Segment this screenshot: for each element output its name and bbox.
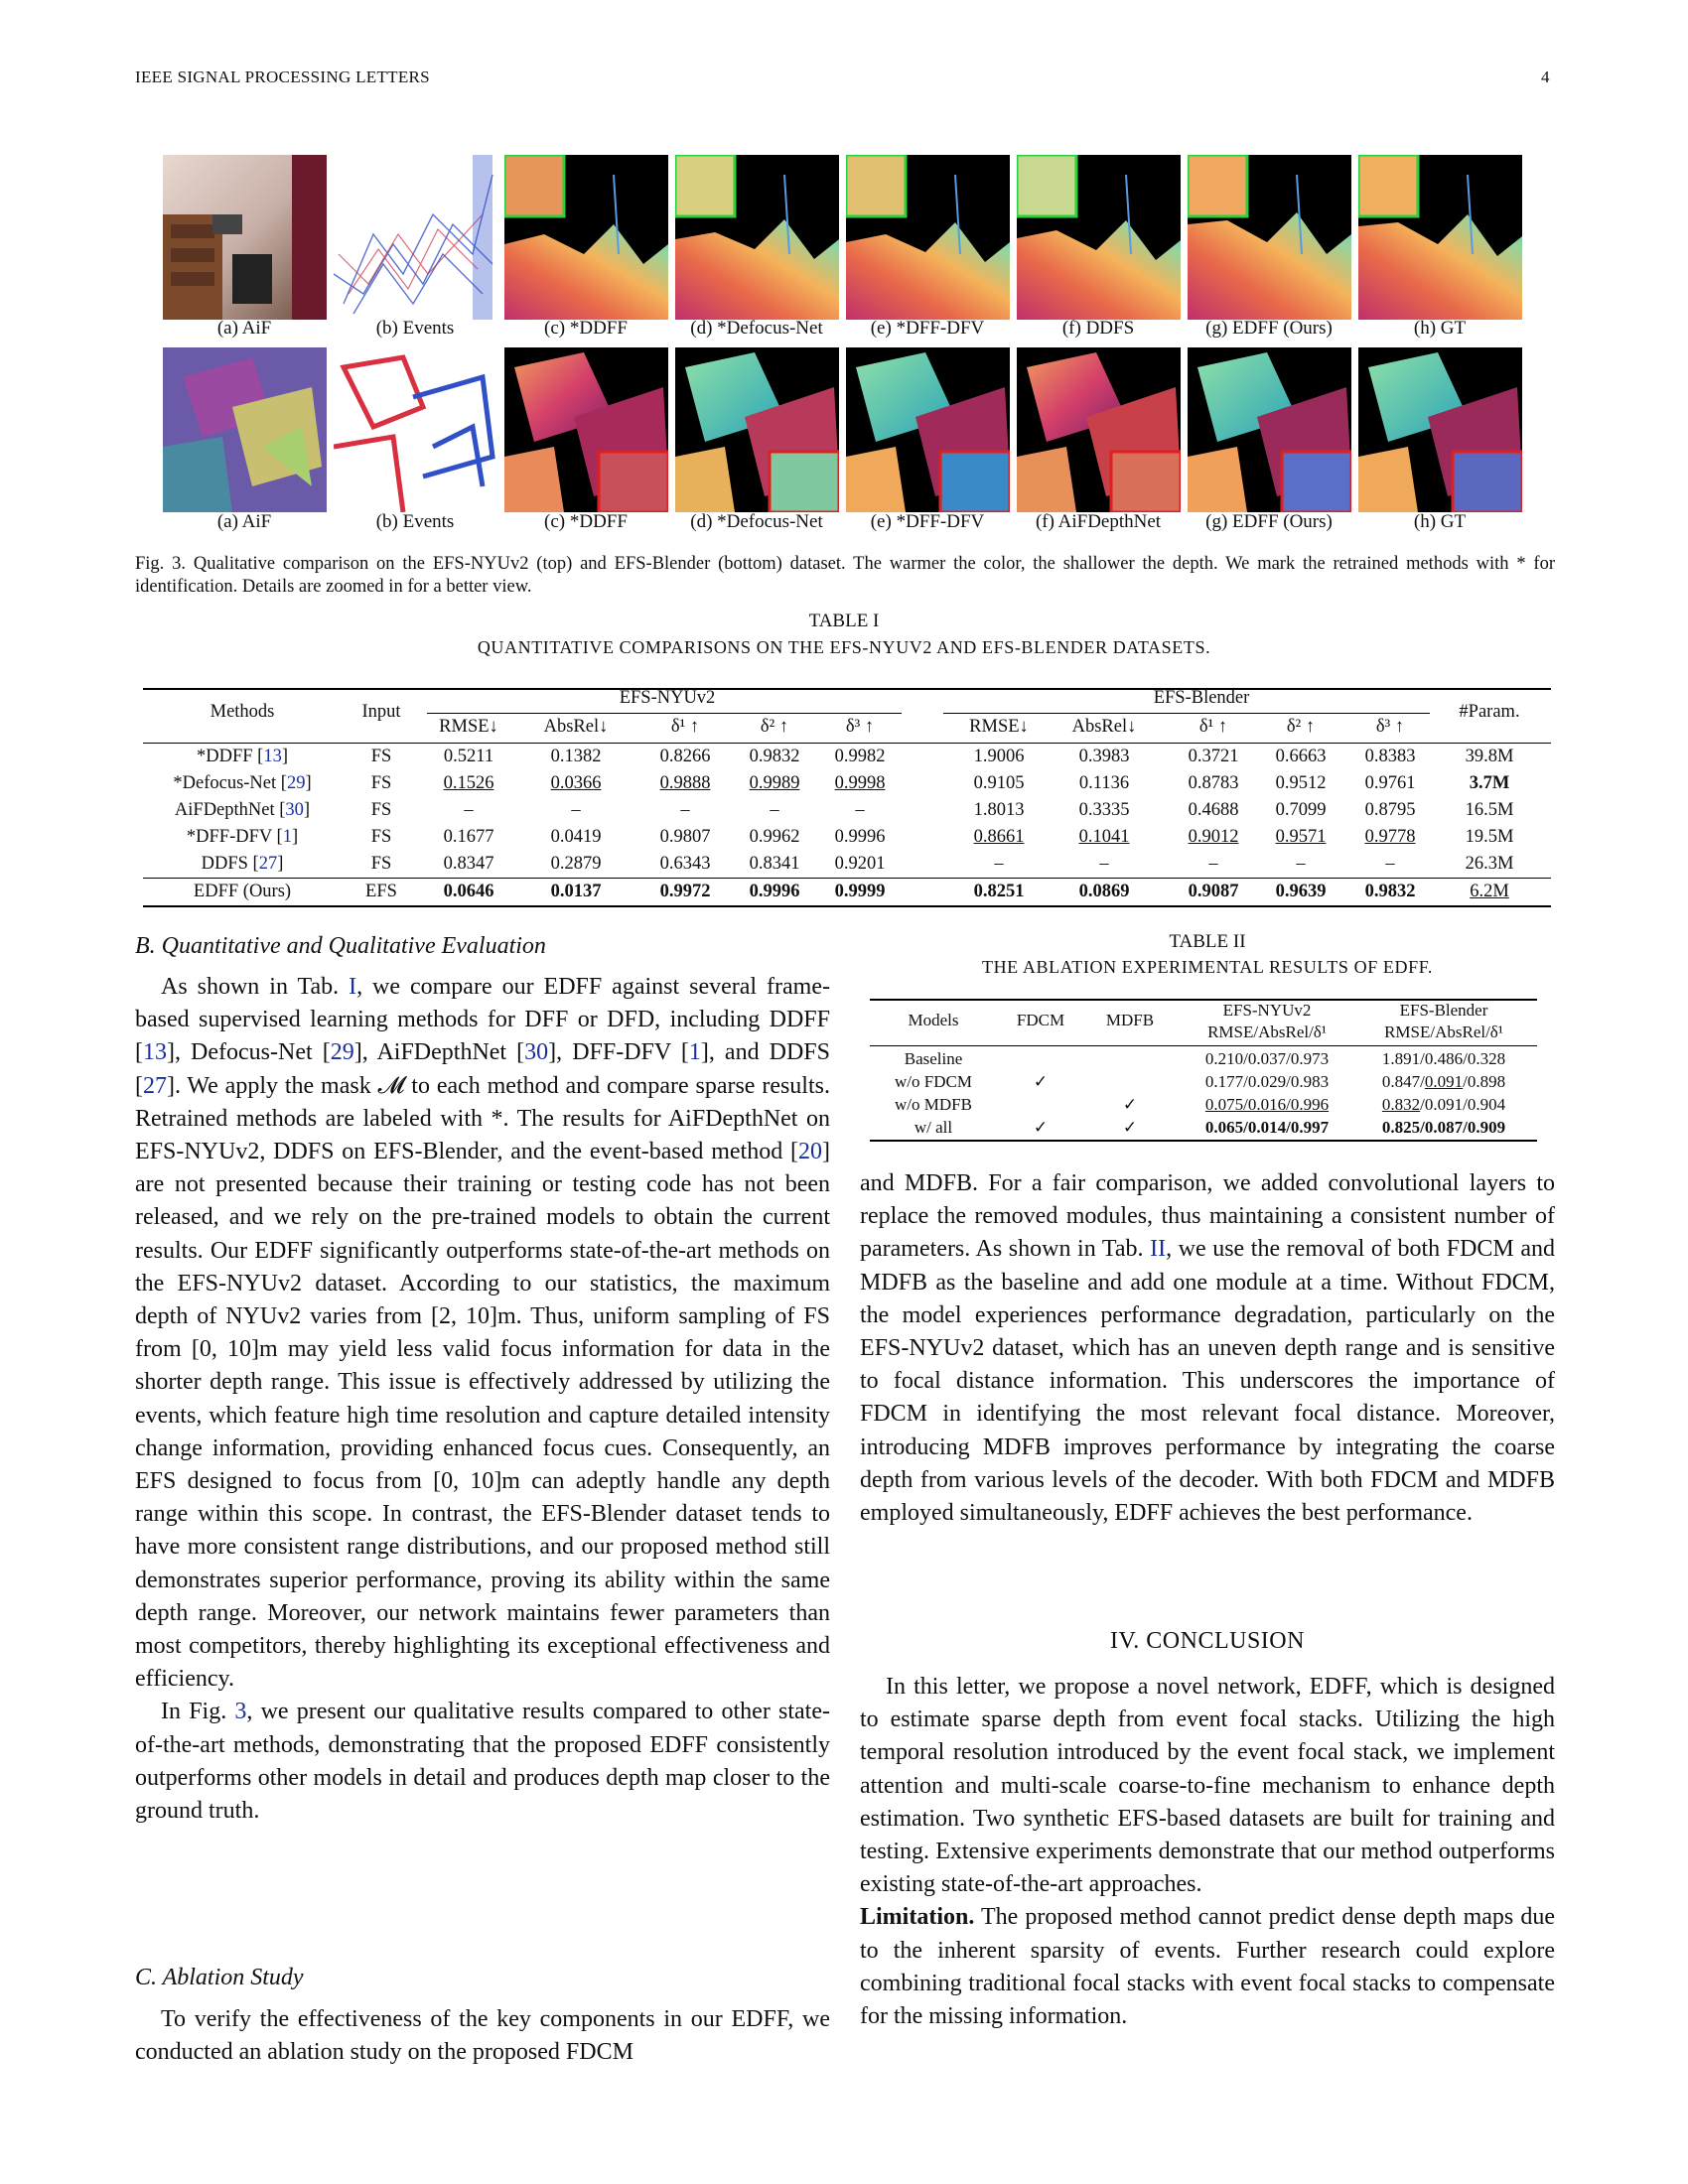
- value-cell: 0.9512: [1275, 773, 1327, 793]
- value-cell: 0.9201: [834, 854, 886, 874]
- value-cell: 0.9998: [834, 773, 886, 793]
- th-efs-nyuv2: EFS-NYUv2: [1222, 1001, 1312, 1020]
- input-cell: FS: [370, 773, 392, 793]
- value-cell: 0.075/0.016/0.996: [1204, 1095, 1330, 1114]
- caption-ddff: (c) *DDFF: [544, 318, 628, 339]
- aif-image-nyu: [163, 155, 327, 320]
- check-icon: ✓: [1122, 1118, 1138, 1137]
- value-cell: 0.8795: [1364, 800, 1416, 820]
- citation-link[interactable]: 13: [263, 747, 282, 766]
- value-cell: 0.8383: [1364, 747, 1416, 766]
- value-cell: –: [1296, 854, 1306, 874]
- method-cell: DDFS [27]: [201, 854, 284, 874]
- citation-link[interactable]: 30: [285, 800, 304, 820]
- citation-link[interactable]: 29: [330, 1039, 354, 1066]
- citation-link[interactable]: 1: [688, 1039, 701, 1066]
- gt-depth-blender: [1358, 347, 1522, 512]
- value-cell: –: [571, 800, 581, 820]
- value-cell: –: [994, 854, 1004, 874]
- citation-link[interactable]: 20: [798, 1139, 822, 1165]
- th-nyu-absrel: AbsRel↓: [543, 717, 609, 737]
- left-column-body-1: [135, 971, 830, 1828]
- th-nyu-d1: δ¹ ↑: [670, 717, 700, 737]
- param-cell: 19.5M: [1465, 827, 1514, 847]
- caption-defocusnet: (d) *Defocus-Net: [690, 511, 823, 532]
- th-nyu-d2: δ² ↑: [760, 717, 789, 737]
- method-cell: EDFF (Ours): [193, 882, 292, 901]
- ddff-depth-blender: [504, 347, 668, 512]
- model-cell: w/o FDCM: [895, 1072, 972, 1091]
- caption-edff: (g) EDFF (Ours): [1205, 318, 1333, 339]
- value-cell: 0.5211: [443, 747, 494, 766]
- model-cell: w/ all: [914, 1118, 953, 1137]
- input-cell: FS: [370, 854, 392, 874]
- value-cell: 0.210/0.037/0.973: [1204, 1049, 1330, 1068]
- th-blender-d2: δ² ↑: [1286, 717, 1316, 737]
- th-blender-absrel: AbsRel↓: [1071, 717, 1137, 737]
- table1-label: TABLE I: [808, 611, 880, 631]
- method-cell: *DDFF [13]: [196, 747, 289, 766]
- defocusnet-depth-nyu: [675, 155, 839, 320]
- value-cell: 0.9996: [834, 827, 886, 847]
- gt-depth-nyu: [1358, 155, 1522, 320]
- value-cell: 0.1041: [1078, 827, 1130, 847]
- caption-events: (b) Events: [375, 511, 455, 532]
- value-cell: 0.847/0.091/0.898: [1381, 1072, 1506, 1091]
- check-icon: ✓: [1033, 1072, 1049, 1091]
- param-cell: 39.8M: [1465, 747, 1514, 766]
- value-cell: –: [770, 800, 779, 820]
- caption-aif: (a) AiF: [216, 318, 272, 339]
- citation-link[interactable]: 1: [282, 827, 292, 847]
- th-blender-d1: δ¹ ↑: [1198, 717, 1228, 737]
- value-cell: 0.6343: [659, 854, 711, 874]
- model-cell: Baseline: [904, 1049, 963, 1068]
- table2-label: TABLE II: [1169, 931, 1246, 952]
- dffdfv-depth-blender: [846, 347, 1010, 512]
- aif-image-blender: [163, 347, 327, 512]
- value-cell: 0.8783: [1188, 773, 1239, 793]
- paragraph: and MDFB. For a fair comparison, we added convolutional layers to replace the removed modules, thus maintaining a consistent number of parameters. As shown in Tab. II, we use the removal of both FDCM and MDFB as the baseline and add one module at a time. Without FDCM, the model experiences performance degradation, particularly on the EFS-NYUv2 dataset, which has an uneven depth range and is sensitive to focal distance information. This underscores the importance of FDCM in identifying the most relevant focal distance. Moreover, introducing MDFB improves performance by integrating the coarse depth from various levels of the decoder. With both FDCM and MDFB employed simultaneously, EDFF achieves the best performance.: [860, 1170, 1555, 1527]
- events-image-blender: [334, 347, 497, 512]
- caption-row-blender: [163, 511, 1533, 535]
- caption-defocusnet: (d) *Defocus-Net: [690, 318, 823, 339]
- events-image-nyu: [334, 155, 497, 320]
- value-cell: 0.8251: [973, 882, 1025, 901]
- value-cell: 0.0419: [550, 827, 602, 847]
- value-cell: 0.177/0.029/0.983: [1204, 1072, 1330, 1091]
- value-cell: 0.9996: [749, 882, 800, 901]
- value-cell: 0.9888: [659, 773, 711, 793]
- dffdfv-depth-nyu: [846, 155, 1010, 320]
- th-methods: Methods: [210, 702, 275, 722]
- value-cell: 0.0869: [1078, 882, 1130, 901]
- value-cell: 0.8266: [659, 747, 711, 766]
- th-nyu-rmse: RMSE↓: [439, 717, 498, 737]
- value-cell: 0.825/0.087/0.909: [1381, 1118, 1506, 1137]
- input-cell: EFS: [365, 882, 397, 901]
- citation-link[interactable]: 29: [286, 773, 306, 793]
- check-icon: ✓: [1033, 1118, 1049, 1137]
- caption-dffdfv: (e) *DFF-DFV: [870, 318, 985, 339]
- journal-header: IEEE SIGNAL PROCESSING LETTERS: [135, 68, 430, 86]
- value-cell: 0.1382: [550, 747, 602, 766]
- value-cell: 0.8341: [749, 854, 800, 874]
- value-cell: 0.9778: [1364, 827, 1416, 847]
- figure-caption: Fig. 3. Qualitative comparison on the EFS-NYUv2 (top) and EFS-Blender (bottom) dataset. The warmer the color, the shallower the depth. We mark the retrained methods with * for identification. Details are zoomed in for a better view.: [135, 554, 1555, 597]
- value-cell: 0.9807: [659, 827, 711, 847]
- value-cell: 0.1677: [443, 827, 494, 847]
- section-b-heading: B. Quantitative and Qualitative Evaluation: [135, 933, 546, 959]
- paragraph: To verify the effectiveness of the key components in our EDFF, we conducted an ablation study on the proposed FDCM: [135, 2006, 830, 2066]
- th-efs-nyuv2: EFS-NYUv2: [619, 688, 716, 708]
- caption-gt: (h) GT: [1413, 318, 1467, 339]
- figure-row-nyu: [163, 155, 1533, 322]
- value-cell: –: [855, 800, 865, 820]
- caption-events: (b) Events: [375, 318, 455, 339]
- caption-ddfs: (f) DDFS: [1061, 318, 1135, 339]
- value-cell: 0.8661: [973, 827, 1025, 847]
- param-cell: 26.3M: [1465, 854, 1514, 874]
- value-cell: 0.9982: [834, 747, 886, 766]
- th-blender-metric: RMSE/AbsRel/δ¹: [1384, 1023, 1503, 1041]
- param-cell: 3.7M: [1469, 773, 1510, 793]
- th-efs-blender: EFS-Blender: [1399, 1001, 1488, 1020]
- paragraph: As shown in Tab. I, we compare our EDFF against several frame-based supervised learning methods for DFF or DFD, including DDFF [13], Defocus-Net [29], AiFDepthNet [30], DFF-DFV [1], and DDFS [27]. We apply the mask 𝓜 to each method and compare sparse results. Retrained methods are labeled with *. The results for AiFDepthNet on EFS-NYUv2, DDFS on EFS-Blender, and the event-based method [20] are not presented because their training or testing code has not been released, and we rely on the pre-trained models to obtain the current results. Our EDFF significantly outperforms state-of-the-art methods on the EFS-NYUv2 dataset. According to our statistics, the maximum depth of NYUv2 varies from [2, 10]m. Thus, uniform sampling of FS from [0, 10]m may yield less valid focus information for data in the shorter depth range. This issue is effectively addressed by utilizing the events, which feature high time resolution and capture detailed intensity change information, providing enhanced focus cues. Consequently, an EFS designed to focus from [0, 10]m can adeptly handle any depth range within this scope. In contrast, the EFS-Blender dataset tends to have more consistent range distributions, and our proposed method still demonstrates superior performance, proving its ability within the same depth range. Moreover, our network maintains fewer parameters than most competitors, thereby highlighting its exceptional effectiveness and efficiency.: [135, 974, 830, 1693]
- limitation-paragraph: Limitation. The proposed method cannot predict dense depth maps due to the inherent sparsity of events. Further research could explore combining traditional focal stacks with event focal stacks to compensate for the missing information.: [860, 1904, 1555, 2030]
- value-cell: 0.7099: [1275, 800, 1327, 820]
- right-column-body-2: [860, 1671, 1555, 2033]
- ddff-depth-nyu: [504, 155, 668, 320]
- value-cell: 0.9832: [1364, 882, 1416, 901]
- value-cell: 0.9999: [834, 882, 886, 901]
- param-cell: 16.5M: [1465, 800, 1514, 820]
- table-ref-link[interactable]: II: [1150, 1236, 1167, 1263]
- th-fdcm: FDCM: [1016, 1011, 1065, 1029]
- caption-gt: (h) GT: [1413, 511, 1467, 532]
- value-cell: 0.0137: [550, 882, 602, 901]
- right-column-body-1: [860, 1167, 1555, 1530]
- value-cell: 0.9087: [1188, 882, 1239, 901]
- th-models: Models: [908, 1011, 959, 1029]
- value-cell: 0.9761: [1364, 773, 1416, 793]
- citation-link[interactable]: 27: [143, 1072, 167, 1099]
- section-c-heading: C. Ablation Study: [135, 1965, 304, 1990]
- value-cell: 0.3721: [1188, 747, 1239, 766]
- value-cell: 1.891/0.486/0.328: [1381, 1049, 1506, 1068]
- value-cell: 0.1136: [1078, 773, 1130, 793]
- left-column-body-2: [135, 2003, 830, 2069]
- value-cell: 0.9571: [1275, 827, 1327, 847]
- citation-link[interactable]: 30: [524, 1039, 549, 1066]
- method-cell: *Defocus-Net [29]: [173, 773, 312, 793]
- th-nyu-d3: δ³ ↑: [845, 717, 875, 737]
- value-cell: 0.0366: [550, 773, 602, 793]
- value-cell: –: [1208, 854, 1218, 874]
- value-cell: 0.4688: [1188, 800, 1239, 820]
- value-cell: 0.2879: [550, 854, 602, 874]
- value-cell: 0.8347: [443, 854, 494, 874]
- paragraph: In Fig. 3, we present our qualitative results compared to other state-of-the-art methods, demonstrating that the proposed EDFF consistently outperforms other models in detail and produces depth map closer to the ground truth.: [135, 1699, 830, 1825]
- th-efs-blender: EFS-Blender: [1153, 688, 1250, 708]
- value-cell: –: [680, 800, 690, 820]
- conclusion-heading: IV. CONCLUSION: [1110, 1628, 1305, 1654]
- value-cell: 0.3335: [1078, 800, 1130, 820]
- value-cell: –: [464, 800, 474, 820]
- value-cell: 0.9972: [659, 882, 711, 901]
- paragraph: In this letter, we propose a novel network, EDFF, which is designed to estimate sparse depth from event focal stacks. Utilizing the high temporal resolution introduced by the event focal stack, we implement attention and multi-scale coarse-to-fine mechanism to enhance depth estimation. Two synthetic EFS-based datasets are built for training and testing. Extensive experiments demonstrate that our method outperforms existing state-of-the-art approaches.: [860, 1674, 1555, 1898]
- th-blender-d3: δ³ ↑: [1375, 717, 1405, 737]
- edff-depth-blender: [1188, 347, 1351, 512]
- th-mdfb: MDFB: [1105, 1011, 1155, 1029]
- input-cell: FS: [370, 747, 392, 766]
- th-nyu-metric: RMSE/AbsRel/δ¹: [1207, 1023, 1327, 1041]
- value-cell: 0.0646: [443, 882, 494, 901]
- figure-ref-link[interactable]: 3: [234, 1699, 247, 1725]
- ddfs-depth-nyu: [1017, 155, 1181, 320]
- check-icon: ✓: [1122, 1095, 1138, 1114]
- value-cell: –: [1385, 854, 1395, 874]
- table-ref-link[interactable]: I: [349, 974, 357, 1000]
- value-cell: 0.1526: [443, 773, 494, 793]
- aifdepthnet-depth-blender: [1017, 347, 1181, 512]
- citation-link[interactable]: 13: [143, 1039, 167, 1066]
- value-cell: 1.8013: [973, 800, 1025, 820]
- citation-link[interactable]: 27: [258, 854, 278, 874]
- edff-depth-nyu: [1188, 155, 1351, 320]
- value-cell: 0.3983: [1078, 747, 1130, 766]
- value-cell: 0.9105: [973, 773, 1025, 793]
- value-cell: 0.9832: [749, 747, 800, 766]
- value-cell: 0.9989: [749, 773, 800, 793]
- caption-dffdfv: (e) *DFF-DFV: [870, 511, 985, 532]
- input-cell: FS: [370, 800, 392, 820]
- model-cell: w/o MDFB: [895, 1095, 972, 1114]
- method-cell: *DFF-DFV [1]: [186, 827, 299, 847]
- th-blender-rmse: RMSE↓: [969, 717, 1029, 737]
- caption-aif: (a) AiF: [216, 511, 272, 532]
- figure-row-blender: [163, 347, 1533, 514]
- value-cell: 0.6663: [1275, 747, 1327, 766]
- input-cell: FS: [370, 827, 392, 847]
- value-cell: 0.9012: [1188, 827, 1239, 847]
- caption-row-nyu: [163, 318, 1533, 341]
- value-cell: 1.9006: [973, 747, 1025, 766]
- value-cell: 0.9639: [1275, 882, 1327, 901]
- param-cell: 6.2M: [1470, 882, 1509, 901]
- th-input: Input: [361, 702, 401, 722]
- table1-title: QUANTITATIVE COMPARISONS ON THE EFS-NYUV2 AND EFS-BLENDER DATASETS.: [477, 637, 1211, 657]
- defocusnet-depth-blender: [675, 347, 839, 512]
- value-cell: 0.9962: [749, 827, 800, 847]
- caption-ddff: (c) *DDFF: [544, 511, 628, 532]
- method-cell: AiFDepthNet [30]: [174, 800, 311, 820]
- value-cell: 0.832/0.091/0.904: [1381, 1095, 1506, 1114]
- caption-edff: (g) EDFF (Ours): [1205, 511, 1333, 532]
- table2-title: THE ABLATION EXPERIMENTAL RESULTS OF EDFF.: [981, 957, 1433, 977]
- page-number: 4: [1541, 68, 1550, 86]
- value-cell: –: [1099, 854, 1109, 874]
- th-param: #Param.: [1459, 702, 1520, 722]
- caption-aifdepthnet: (f) AiFDepthNet: [1035, 511, 1162, 532]
- value-cell: 0.065/0.014/0.997: [1204, 1118, 1330, 1137]
